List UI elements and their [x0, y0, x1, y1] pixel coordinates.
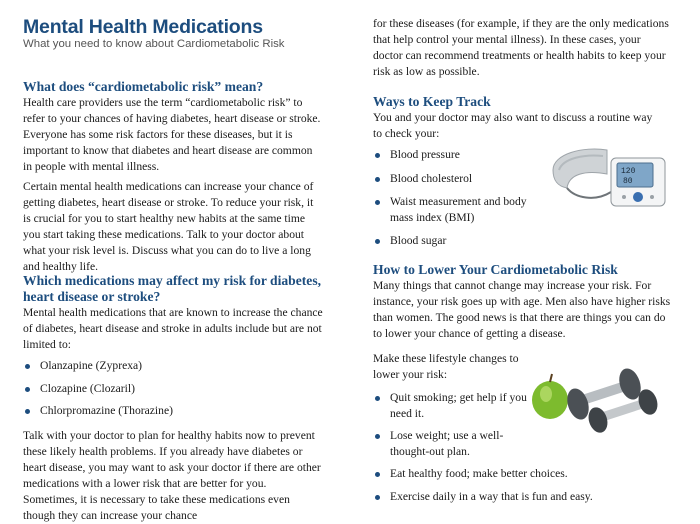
- list-item: Chlorpromazine (Thorazine): [23, 403, 323, 419]
- list-item: Waist measurement and body mass index (BMI): [373, 194, 543, 225]
- section-heading-lower-risk: How to Lower Your Cardiometabolic Risk: [373, 262, 618, 277]
- list-item: Blood pressure: [373, 147, 543, 163]
- paragraph: Make these lifestyle changes to lower your risk:: [373, 352, 519, 381]
- list-item: Exercise daily in a way that is fun and easy.: [373, 489, 673, 505]
- section-heading-cardiometabolic: What does “cardiometabolic risk” mean?: [23, 79, 264, 94]
- section-heading-keep-track: Ways to Keep Track: [373, 94, 491, 109]
- list-item: Clozapine (Clozaril): [23, 381, 323, 397]
- list-item: Eat healthy food; make better choices.: [373, 466, 673, 482]
- paragraph: You and your doctor may also want to discuss a routine way to check your:: [373, 111, 653, 140]
- list-item: Blood sugar: [373, 233, 543, 249]
- paragraph: Many things that cannot change may increase your risk. For instance, your risk goes up with age. Men also have higher risks than women. The good news is that there are things you can do to lower your chance of getting a disease.: [373, 279, 671, 340]
- tracking-list: [373, 147, 543, 249]
- list-item: Lose weight; use a well-thought-out plan.: [373, 428, 515, 459]
- svg-text:80: 80: [623, 177, 633, 186]
- page-subtitle: What you need to know about Cardiometabolic Risk: [23, 38, 285, 50]
- list-item: Olanzapine (Zyprexa): [23, 358, 323, 374]
- svg-text:120: 120: [621, 167, 636, 176]
- paragraph: Health care providers use the term “cardiometabolic risk” to refer to your chances of having diabetes, heart disease or stroke. Everyone has some risk factors for these diseases, but it is important to know that diabetes and heart disease are common in people with mental illness.: [23, 96, 321, 173]
- section-heading-medications: Which medications may affect my risk for diabetes, heart disease or stroke?: [23, 273, 322, 304]
- page-title: Mental Health Medications: [23, 16, 263, 38]
- lifestyle-list: [373, 390, 673, 504]
- paragraph: Mental health medications that are known to increase the chance of diabetes, heart disease and stroke in adults include but are not limited to:: [23, 306, 323, 351]
- paragraph-continued: for these diseases (for example, if they are the only medications that help control your mental illness). In these cases, your doctor can recommend treatments or health habits to keep your risk as low as possible.: [373, 17, 669, 78]
- list-item: Quit smoking; get help if you need it.: [373, 390, 528, 421]
- paragraph: Certain mental health medications can increase your chance of getting diabetes, heart disease or stroke. To reduce your risk, it is crucial for you to start healthy new habits at the same time you start taking these medications. Talk to your doctor about what your risk level is. Discuss what you can do to live a long and healthy life.: [23, 180, 314, 273]
- list-item: Blood cholesterol: [373, 171, 543, 187]
- blood-pressure-monitor-icon: [545, 140, 670, 212]
- medication-list: [23, 358, 323, 419]
- paragraph: Talk with your doctor to plan for healthy habits now to prevent these likely health problems. If you already have diabetes or heart disease, you may want to ask your doctor if there are other medications with a lower risk that are better for you. Sometimes, it is necessary to take these medications even though they can increase your chance: [23, 429, 321, 522]
